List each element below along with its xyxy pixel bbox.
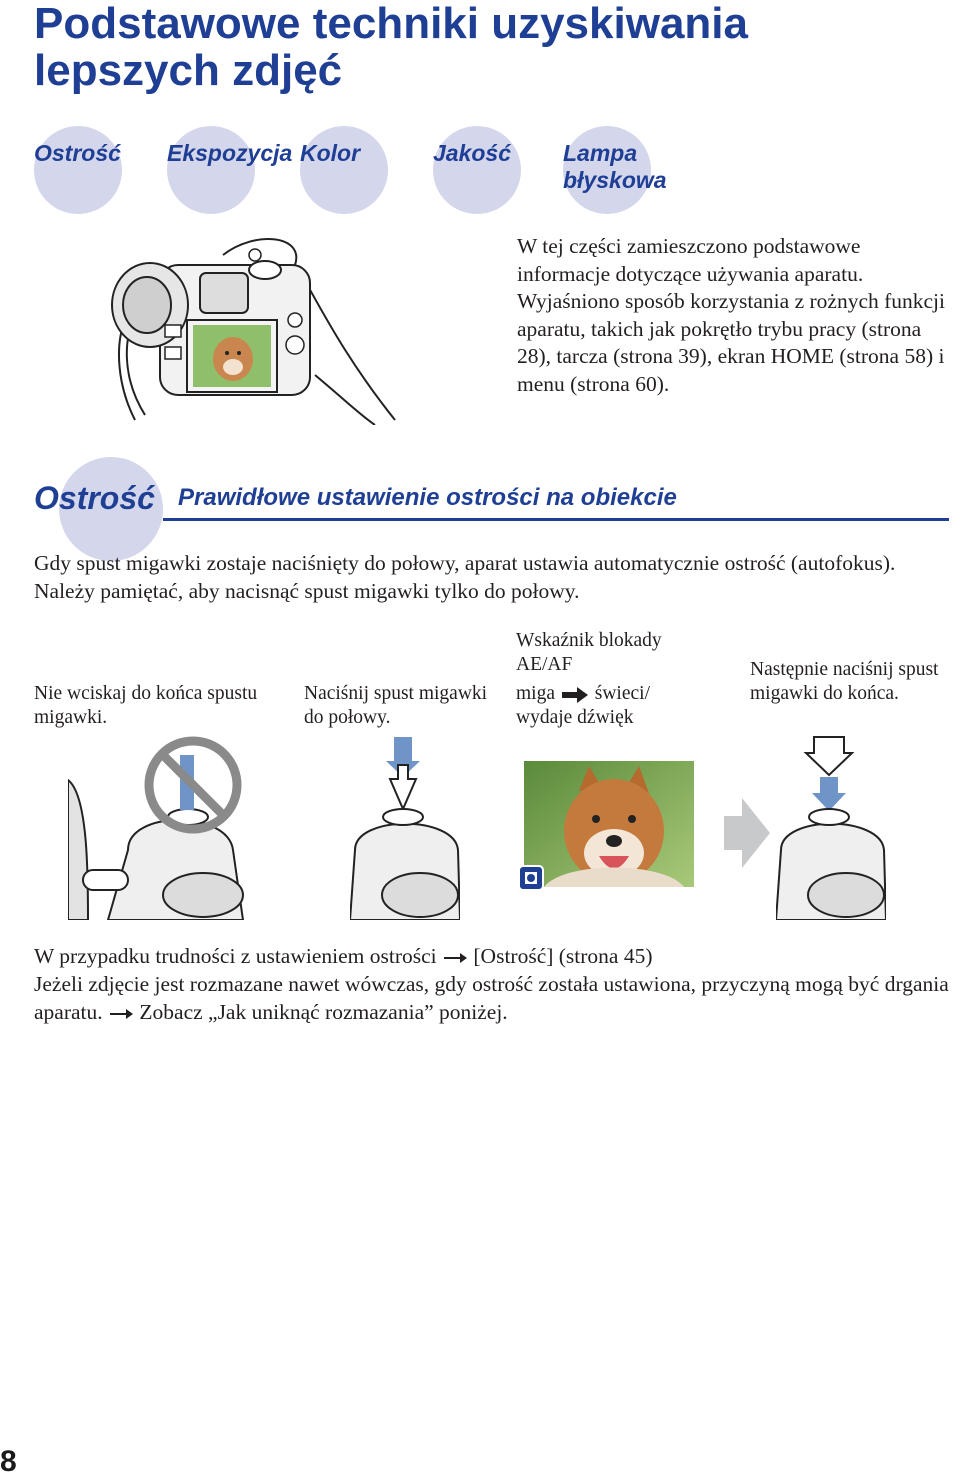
- focus-difficulty-note: [34, 942, 954, 970]
- step4-caption: Następnie naciśnij spust migawki do końca.: [750, 659, 939, 704]
- step4-illustration: [776, 735, 886, 920]
- tab-label: Ekspozycja: [167, 140, 293, 166]
- bottom-notes: [34, 942, 954, 1026]
- blur-note-text: Jeżeli zdjęcie jest rozmazane nawet wówczas, gdy ostrość została ustawiona, przyczyną mogą być drgania aparatu.: [34, 972, 949, 1024]
- step1-illustration: [68, 735, 253, 920]
- step2-illustration: [350, 735, 460, 920]
- page-title: Podstawowe techniki uzyskiwania lepszych zdjęć: [34, 0, 748, 95]
- tab-label: Lampa błyskowa: [563, 140, 667, 193]
- focus-reference-link[interactable]: [Ostrość] (strona 45): [473, 944, 653, 968]
- focus-note-text: W przypadku trudności z ustawieniem ostrości: [34, 944, 437, 968]
- tab-label: Jakość: [433, 140, 512, 166]
- section-divider: [163, 518, 949, 521]
- right-arrow-icon: [560, 686, 590, 704]
- page-number: 8: [0, 1445, 17, 1478]
- section-subtitle: Prawidłowe ustawienie ostrości na obiekcie: [178, 484, 677, 511]
- section-title: Ostrość: [34, 480, 155, 516]
- blur-reference-link[interactable]: Zobacz „Jak uniknąć rozmazania” poniżej.: [139, 1000, 508, 1024]
- blur-note: [34, 970, 954, 1026]
- next-step-arrow-icon: [722, 798, 772, 868]
- tab-label: Kolor: [300, 140, 361, 166]
- step3-caption: [516, 682, 716, 730]
- step3-swieci: świeci/: [594, 683, 650, 704]
- reference-arrow-icon: [108, 1007, 134, 1021]
- step2-caption: Naciśnij spust migawki do połowy.: [304, 683, 488, 728]
- reference-arrow-icon: [442, 951, 468, 965]
- step1-caption: Nie wciskaj do końca spustu migawki.: [34, 683, 258, 728]
- camera-hands-illustration: [105, 225, 405, 425]
- tab-label: Ostrość: [34, 140, 121, 166]
- intro-text: W tej części zamieszczono podstawowe informacje dotyczące używania aparatu. Wyjaśniono sposób korzystania z rożnych funkcji aparatu, takich jak pokrętło trybu pracy (strona 28), tarcza (strona 39), ekran HOME (strona 58) i menu (strona 60).: [517, 234, 946, 396]
- ae-af-lock-indicator-icon: [518, 865, 544, 891]
- step3-title: Wskaźnik blokady AE/AF: [516, 630, 662, 675]
- focused-dog-photo: [524, 761, 694, 887]
- step3-dzwiek: wydaje dźwięk: [516, 707, 634, 728]
- step3-miga: miga: [516, 683, 555, 704]
- section-body: Gdy spust migawki zostaje naciśnięty do połowy, aparat ustawia automatycznie ostrość (autofokus). Należy pamiętać, aby nacisnąć spust migawki tylko do połowy.: [34, 551, 896, 603]
